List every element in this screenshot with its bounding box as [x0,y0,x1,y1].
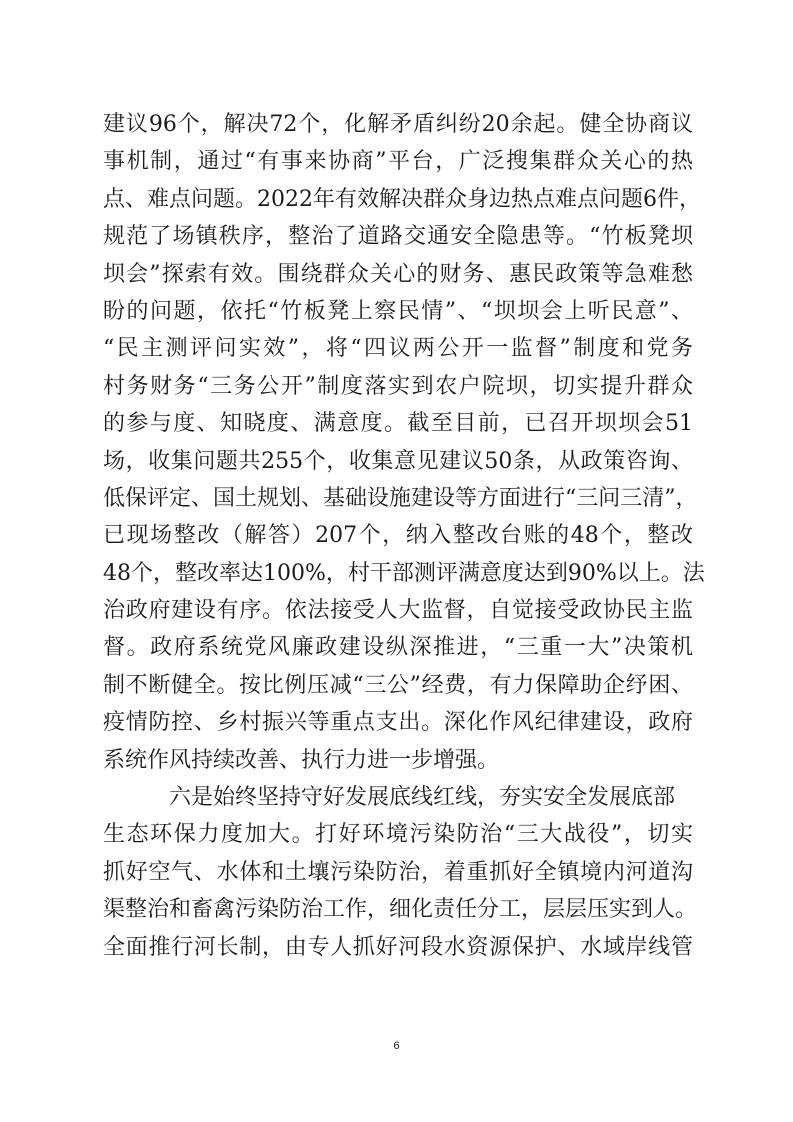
text-line: 坝会”探索有效。围绕群众关心的财务、惠民政策等急难愁 [103,261,693,287]
text-line: 抓好空气、水体和土壤污染防治，着重抓好全镇境内河道沟 [103,859,693,885]
paragraph-heading-line: 六是始终坚持守好发展底线红线，夯实安全发展底部 [169,785,676,811]
page-number: 6 [393,1040,400,1052]
text-line: 渠整治和畜禽污染防治工作，细化责任分工，层层压实到人。 [103,897,698,923]
text-line: 督。政府系统党风廉政建设纵深推进，“三重一大”决策机 [103,635,693,661]
text-line: “民主测评问实效”，将“四议两公开一监督”制度和党务 [103,336,693,362]
text-line: 系统作风持续改善、执行力进一步增强。 [103,747,500,773]
text-line: 低保评定、国土规划、基础设施建设等方面进行“三问三清”， [103,485,698,511]
text-line: 村务财务“三务公开”制度落实到农户院坝，切实提升群众 [103,373,693,399]
text-line: 场，收集问题共255个，收集意见建议50条，从政策咨询、 [103,448,693,474]
text-line: 48个，整改率达100%，村干部测评满意度达到90%以上。法 [103,560,705,586]
text-line: 建议96个，解决72个，化解矛盾纠纷20余起。健全协商议 [103,112,693,137]
text-line: 疫情防控、乡村振兴等重点支出。深化作风纪律建设，政府 [103,710,693,736]
text-line: 已现场整改（解答）207个，纳入整改台账的48个，整改 [103,523,693,549]
text-line: 治政府建设有序。依法接受人大监督，自觉接受政协民主监 [103,598,693,624]
text-line: 盼的问题，依托“竹板凳上察民情”、“坝坝会上听民意”、 [103,298,693,324]
text-line: 全面推行河长制，由专人抓好河段水资源保护、水域岸线管 [103,934,693,960]
text-line: 事机制，通过“有事来协商”平台，广泛搜集群众关心的热 [103,149,693,175]
text-line: 点、难点问题。2022年有效解决群众身边热点难点问题6件， [103,186,701,212]
body-text [103,106,705,966]
text-line: 的参与度、知晓度、满意度。截至目前，已召开坝坝会51 [103,411,693,437]
text-line: 规范了场镇秩序，整治了道路交通安全隐患等。“竹板凳坝 [103,224,693,250]
text-line: 制不断健全。按比例压减“三公”经费，有力保障助企纾困、 [103,672,693,698]
text-line: 生态环保力度加大。打好环境污染防治“三大战役”，切实 [103,822,693,848]
